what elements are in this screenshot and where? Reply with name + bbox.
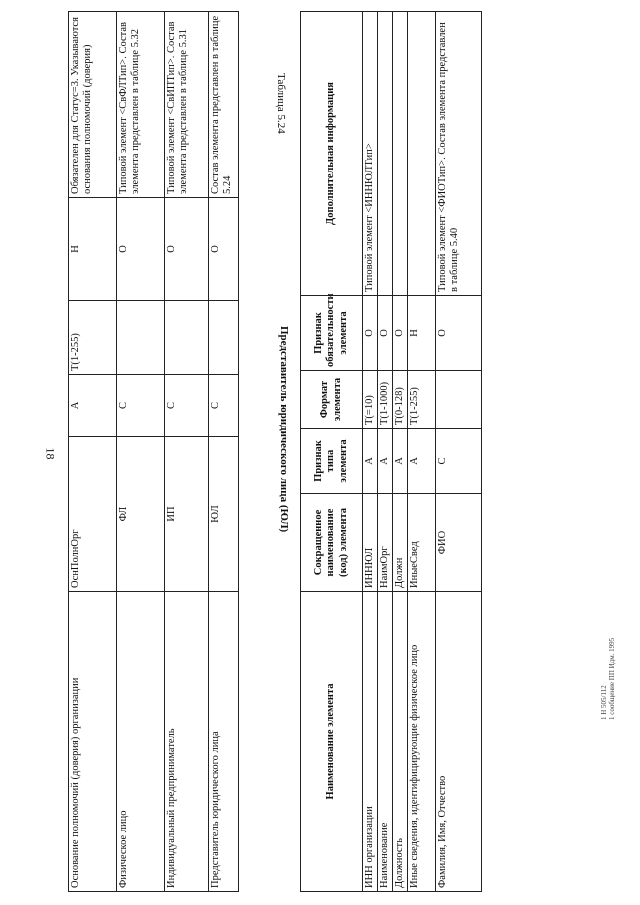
table-row [393, 12, 408, 892]
table-row [378, 12, 393, 892]
continuation-table [68, 12, 239, 892]
header-element-obligation: Признак обязательности элемента [301, 296, 363, 371]
element-type: А [393, 429, 408, 494]
element-obligation: О [117, 198, 165, 301]
element-format [117, 301, 165, 375]
element-code: ОснПолнОрг [69, 437, 117, 592]
element-name: Иные сведения, идентифицирующие физическое лицо [408, 592, 436, 892]
table-row [436, 12, 482, 892]
element-name: Должность [393, 592, 408, 892]
element-type: А [69, 375, 117, 437]
element-info: Обязателен для Статус=3. Указываются основания полномочий (доверия) [69, 12, 117, 198]
element-info: Типовой элемент <ИННЮЛТип> [363, 12, 378, 296]
element-code: ИныеСвед [408, 494, 436, 592]
header-element-format: Формат элемента [301, 371, 363, 429]
element-name: Физическое лицо [117, 592, 165, 892]
element-code: НаимОрг [378, 494, 393, 592]
table-header-row [301, 12, 363, 892]
element-code: ИННЮЛ [363, 494, 378, 592]
element-format: Т(1-1000) [378, 371, 393, 429]
element-type: С [117, 375, 165, 437]
element-name: Представитель юридического лица [209, 592, 239, 892]
header-additional-info: Дополнительная информация [301, 12, 363, 296]
table-title: Представитель юридического лица (ЮЛ) [278, 326, 290, 533]
element-code: ЮЛ [209, 437, 239, 592]
element-name: Фамилия, Имя, Отчество [436, 592, 482, 892]
header-element-code: Сокращенное наименование (код) элемента [301, 494, 363, 592]
element-obligation: Н [408, 296, 436, 371]
element-obligation: Н [69, 198, 117, 301]
element-format [436, 371, 482, 429]
table-row [117, 12, 165, 892]
element-obligation: О [209, 198, 239, 301]
element-obligation: О [436, 296, 482, 371]
element-type: А [363, 429, 378, 494]
element-code: ФИО [436, 494, 482, 592]
page-number: 18 [43, 447, 58, 460]
table-row [209, 12, 239, 892]
element-format: Т(0-128) [393, 371, 408, 429]
element-type: А [378, 429, 393, 494]
element-obligation: О [165, 198, 209, 301]
element-info: Типовой элемент <СвФЛТип>. Состав элемента представлен в таблице 5.32 [117, 12, 165, 198]
element-obligation: О [363, 296, 378, 371]
representative-table [300, 12, 482, 892]
element-info [378, 12, 393, 296]
element-code: ИП [165, 437, 209, 592]
element-obligation: О [393, 296, 408, 371]
element-name: ИНН организации [363, 592, 378, 892]
element-format [209, 301, 239, 375]
table-number: Таблица 5.24 [275, 73, 287, 134]
element-info: Состав элемента представлен в таблице 5.24 [209, 12, 239, 198]
header-element-name: Наименование элемента [301, 592, 363, 892]
element-type: С [436, 429, 482, 494]
element-type: С [209, 375, 239, 437]
element-type: С [165, 375, 209, 437]
table-row [408, 12, 436, 892]
element-format: Т(1-255) [69, 301, 117, 375]
element-name: Основание полномочий (доверия) организации [69, 592, 117, 892]
element-info [393, 12, 408, 296]
element-info: Типовой элемент <СвИПТип>. Состав элемента представлен в таблице 5.31 [165, 12, 209, 198]
element-code: Должн [393, 494, 408, 592]
element-name: Индивидуальный предприниматель [165, 592, 209, 892]
footnote-line: 1 Н 505/112 [600, 685, 608, 720]
element-type: А [408, 429, 436, 494]
element-format: Т(=10) [363, 371, 378, 429]
element-format: Т(1-255) [408, 371, 436, 429]
table-row [69, 12, 117, 892]
element-code: ФЛ [117, 437, 165, 592]
header-element-type: Признак типа элемента [301, 429, 363, 494]
footnote [600, 638, 617, 720]
element-name: Наименование [378, 592, 393, 892]
footnote-line: 1 сообщение ПП Идм. 1995 [608, 637, 617, 720]
table-row [165, 12, 209, 892]
element-obligation: О [378, 296, 393, 371]
table-row [363, 12, 378, 892]
element-info [408, 12, 436, 296]
element-format [165, 301, 209, 375]
element-info: Типовой элемент <ФИОТип>. Состав элемента представлен в таблице 5.40 [436, 12, 482, 296]
